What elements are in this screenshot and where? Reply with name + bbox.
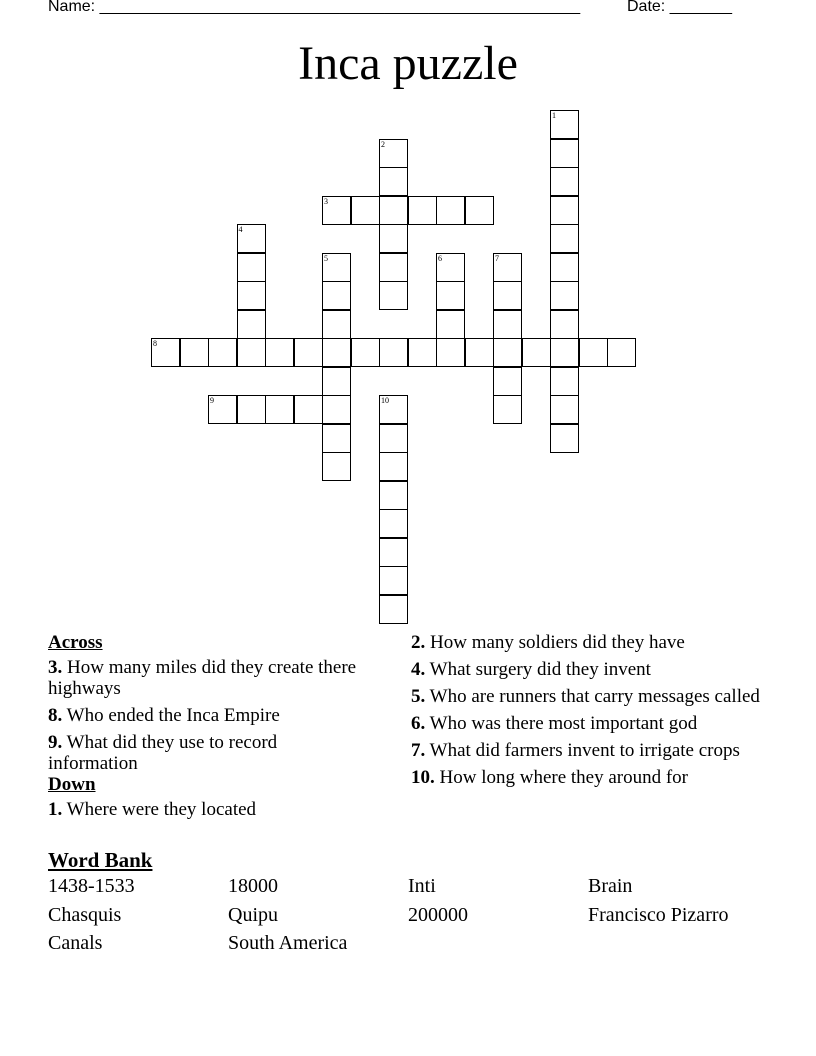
- crossword-cell[interactable]: [436, 281, 465, 310]
- crossword-cell[interactable]: [322, 310, 351, 339]
- word-bank-item: 18000: [228, 875, 278, 897]
- crossword-cell[interactable]: [436, 338, 465, 367]
- page-title: Inca puzzle: [298, 37, 518, 90]
- crossword-cell[interactable]: [237, 310, 266, 339]
- clue-down-10: 10. How long where they around for: [411, 767, 689, 788]
- crossword-cell[interactable]: [522, 338, 551, 367]
- crossword-cell[interactable]: [180, 338, 209, 367]
- crossword-cell[interactable]: [237, 338, 266, 367]
- crossword-cell[interactable]: [379, 224, 408, 253]
- crossword-cell[interactable]: [379, 509, 408, 538]
- crossword-cell[interactable]: [550, 224, 579, 253]
- word-bank-item: Francisco Pizarro: [588, 904, 729, 926]
- down-heading: Down: [48, 774, 96, 795]
- clue-down-6: 6. Who was there most important god: [411, 713, 698, 734]
- crossword-cell[interactable]: [379, 395, 408, 424]
- clues-right-column: [411, 632, 771, 794]
- word-bank-item: South America: [228, 932, 348, 954]
- crossword-cell[interactable]: [322, 395, 351, 424]
- date-field: Date: _______: [627, 0, 732, 15]
- crossword-cell[interactable]: [322, 253, 351, 282]
- crossword-cell[interactable]: [379, 595, 408, 624]
- clue-down-7: 7. What did farmers invent to irrigate crops: [411, 740, 740, 761]
- crossword-cell[interactable]: [351, 338, 380, 367]
- crossword-cell[interactable]: [550, 424, 579, 453]
- crossword-cell[interactable]: [379, 566, 408, 595]
- crossword-cell[interactable]: [550, 281, 579, 310]
- crossword-cell[interactable]: [408, 196, 437, 225]
- cell-number: 3: [324, 196, 328, 206]
- crossword-cell[interactable]: [265, 395, 294, 424]
- crossword-cell[interactable]: [408, 338, 437, 367]
- crossword-cell[interactable]: [493, 310, 522, 339]
- crossword-cell[interactable]: [379, 481, 408, 510]
- crossword-cell[interactable]: [550, 196, 579, 225]
- crossword-cell[interactable]: [379, 139, 408, 168]
- crossword-cell[interactable]: [607, 338, 636, 367]
- crossword-cell[interactable]: [379, 281, 408, 310]
- clues-left-column: [48, 632, 368, 826]
- crossword-cell[interactable]: [208, 338, 237, 367]
- word-bank-item: 1438-1533: [48, 875, 135, 897]
- cell-number: 10: [381, 396, 389, 405]
- crossword-cell[interactable]: [550, 139, 579, 168]
- crossword-cell[interactable]: [436, 196, 465, 225]
- word-bank-item: Brain: [588, 875, 633, 897]
- clue-down-2: 2. How many soldiers did they have: [411, 632, 685, 653]
- clue-down-5: 5. Who are runners that carry messages called: [411, 686, 760, 707]
- crossword-cell[interactable]: [379, 424, 408, 453]
- across-heading: Across: [48, 632, 103, 653]
- word-bank-item: 200000: [408, 904, 468, 926]
- crossword-cell[interactable]: [493, 253, 522, 282]
- cell-number: 7: [495, 253, 499, 263]
- crossword-cell[interactable]: [550, 395, 579, 424]
- word-bank-item: Chasquis: [48, 904, 122, 926]
- crossword-cell[interactable]: [465, 338, 494, 367]
- crossword-cell[interactable]: [322, 338, 351, 367]
- clue-down-1: 1. Where were they located: [48, 799, 257, 820]
- crossword-cell[interactable]: [550, 167, 579, 196]
- crossword-cell[interactable]: [379, 338, 408, 367]
- crossword-cell[interactable]: [550, 310, 579, 339]
- cell-number: 4: [238, 225, 243, 234]
- crossword-cell[interactable]: [237, 395, 266, 424]
- clue-across-3: 3. How many miles did they create there highways: [48, 657, 357, 699]
- cell-number: 5: [324, 253, 328, 263]
- crossword-cell[interactable]: [550, 253, 579, 282]
- crossword-cell[interactable]: [322, 196, 351, 225]
- crossword-cell[interactable]: [322, 367, 351, 396]
- crossword-cell[interactable]: [265, 338, 294, 367]
- cell-number: 6: [438, 253, 442, 263]
- word-bank-item: Quipu: [228, 904, 278, 926]
- crossword-cell[interactable]: [550, 110, 579, 139]
- crossword-cell[interactable]: [208, 395, 237, 424]
- crossword-cell[interactable]: [379, 253, 408, 282]
- crossword-cell[interactable]: [351, 196, 380, 225]
- crossword-cell[interactable]: [550, 367, 579, 396]
- crossword-cell[interactable]: [322, 452, 351, 481]
- crossword-cell[interactable]: [493, 281, 522, 310]
- crossword-cell[interactable]: [379, 167, 408, 196]
- crossword-cell[interactable]: [237, 281, 266, 310]
- crossword-cell[interactable]: [294, 395, 323, 424]
- cell-number: 1: [552, 111, 556, 120]
- crossword-cell[interactable]: [436, 310, 465, 339]
- crossword-cell[interactable]: [379, 452, 408, 481]
- word-bank-item: Inti: [408, 875, 436, 897]
- crossword-cell[interactable]: [579, 338, 608, 367]
- clue-down-4: 4. What surgery did they invent: [411, 659, 651, 680]
- word-bank-heading: Word Bank: [48, 848, 153, 872]
- crossword-cell[interactable]: [493, 395, 522, 424]
- clue-across-9: 9. What did they use to record information: [48, 732, 278, 774]
- cell-number: 2: [381, 139, 385, 149]
- crossword-cell[interactable]: [294, 338, 323, 367]
- crossword-cell[interactable]: [379, 538, 408, 567]
- name-field: Name: ______________________________________________________: [48, 0, 581, 15]
- crossword-cell[interactable]: [550, 338, 579, 367]
- crossword-cell[interactable]: [379, 196, 408, 225]
- clue-across-8: 8. Who ended the Inca Empire: [48, 705, 280, 726]
- word-bank-item: Canals: [48, 932, 103, 954]
- crossword-cell[interactable]: [322, 281, 351, 310]
- crossword-cell[interactable]: [151, 338, 180, 367]
- crossword-cell[interactable]: [237, 224, 266, 253]
- crossword-cell[interactable]: [493, 367, 522, 396]
- crossword-cell[interactable]: [237, 253, 266, 282]
- crossword-cell[interactable]: [322, 424, 351, 453]
- cell-number: 8: [153, 339, 157, 348]
- crossword-cell[interactable]: [436, 253, 465, 282]
- crossword-cell[interactable]: [465, 196, 494, 225]
- cell-number: 9: [210, 396, 214, 405]
- crossword-cell[interactable]: [493, 338, 522, 367]
